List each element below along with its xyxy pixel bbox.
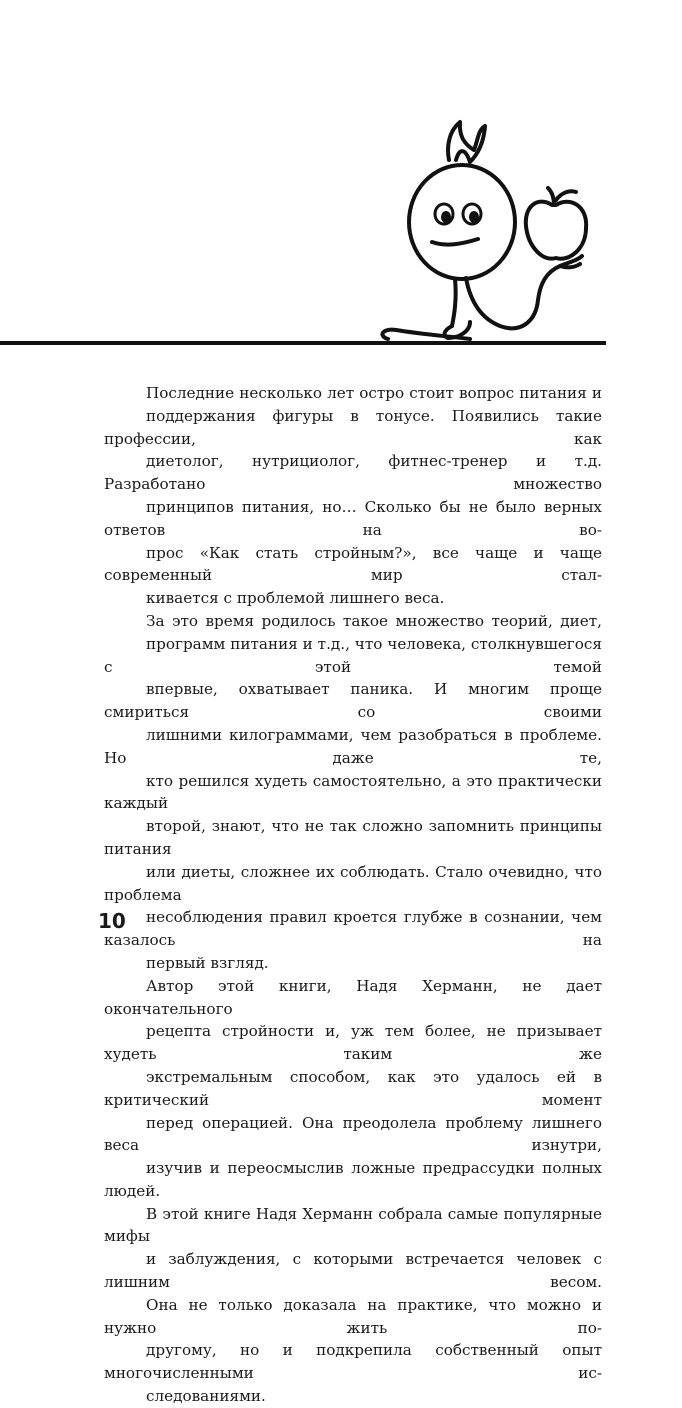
paragraph [104,975,602,1203]
text-line: следованиями. [146,1387,266,1406]
text-line: и заблуждения, с которыми встречается человек с лишним весом. [104,1250,602,1292]
text-line: принципов питания, но… Сколько бы не было верных ответов на во- [104,497,602,539]
text-line: первый взгляд. [146,953,269,972]
smiley-character-holding-apple-icon [370,112,610,347]
text-line: В этой книге Надя Херманн собрала самые популярные мифы [104,1204,602,1246]
text-line: изучив и переосмыслив ложные предрассудки полных людей. [104,1159,602,1200]
paragraph [104,610,602,975]
text-line: За это время родилось такое множество теорий, диет, [146,611,602,630]
paragraph [104,1203,602,1408]
text-line: рецепта стройности и, уж тем более, не призывает худеть таким же [104,1022,602,1064]
paragraph [104,382,602,610]
text-line: перед операцией. Она преодолела проблему лишнего веса изнутри, [104,1113,602,1155]
body-text [104,382,602,1408]
text-line: впервые, охватывает паника. И многим проще смириться со своими [104,680,602,722]
text-line: кто решился худеть самостоятельно, а это практически каждый [104,771,602,813]
text-line: Она не только доказала на практике, что можно и нужно жить по- [104,1295,602,1337]
horizontal-rule [0,341,606,345]
page-number: 10 [98,909,126,933]
text-line: несоблюдения правил кроется глубже в сознании, чем казалось на [104,908,602,950]
text-line: программ питания и т.д., что человека, столкнувшегося с этой темой [104,634,602,676]
text-line: экстремальным способом, как это удалось ей в критический момент [104,1067,602,1109]
text-line: кивается с проблемой лишнего веса. [146,589,445,608]
text-line: лишними килограммами, чем разобраться в проблеме. Но даже те, [104,725,602,767]
text-line: поддержания фигуры в тонусе. Появились такие профессии, как [104,406,602,448]
text-line: или диеты, сложнее их соблюдать. Стало очевидно, что проблема [104,862,602,904]
text-line: прос «Как стать стройным?», все чаще и чаще современный мир стал- [104,543,602,585]
text-line: Автор этой книги, Надя Херманн, не дает окончательного [104,976,602,1018]
text-line: диетолог, нутрициолог, фитнес-тренер и т.д. Разработано множество [104,452,602,494]
text-line: Последние несколько лет остро стоит вопрос питания и [146,384,602,402]
text-line: другому, но и подкрепила собственный опыт многочисленными ис- [104,1341,602,1383]
text-line: второй, знают, что не так сложно запомнить принципы питания [104,817,602,858]
